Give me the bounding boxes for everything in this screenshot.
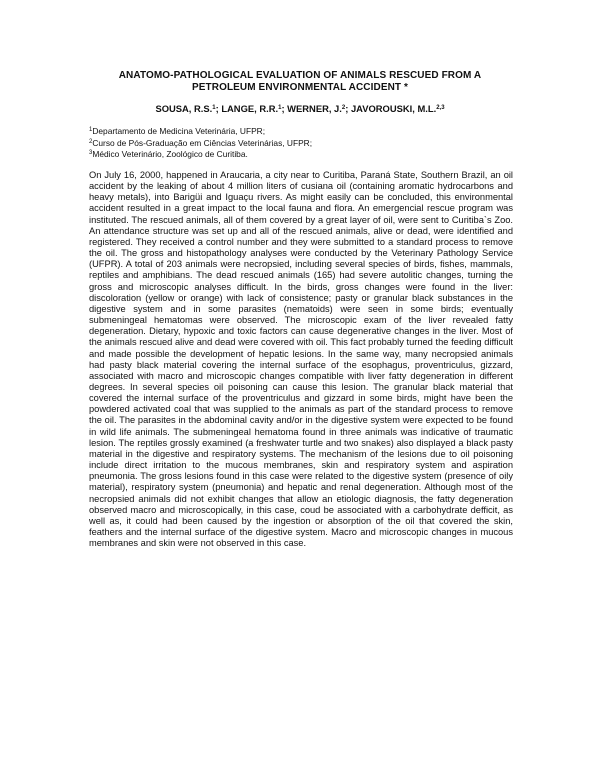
author-separator: ; bbox=[345, 103, 351, 114]
affiliation-mark: 3 bbox=[89, 150, 93, 157]
abstract-body: On July 16, 2000, happened in Araucaria, a city near to Curitiba, Paraná State, Southern Brazil, an oil accident by the leaking of about 4 million liters of cusiana oil (containing aromatic hydrocarbons and heavy metals), into Barigüi and Iguaçu rivers. As might easily can be concluded, this environmental accident resulted in a great impact to the local fauna and flora. An emergencial rescue program was instituted. The rescued animals, all of them covered by a great layer of oil, were sent to Curitiba`s Zoo. An attendance structure was set up and all of the rescued animals, alive or dead, were identified and registered. They received a control number and they were submitted to a standard process to remove the oil. The gross and histopathology analyses were conducted by the Veterinary Pathology Service (UFPR). A total of 203 animals were necropsied, including several species of birds, fishes, mammals, reptiles and amphibians. The dead rescued animals (165) had severe autolitic changes, turning the gross and microscopic analyses difficult. In the birds, gross changes were found in the liver: discoloration (yellow or orange) with lack of consistence; pasty or granular black substances in the digestive system and in some parasites (nematoids) were seen in some birds; eventually submeningeal hematomas were observed. The microscopic exam of the liver revealed fatty degeneration. Dietary, hypoxic and toxic factors can cause degenerative changes in the liver. Most of the animals rescued alive and dead were covered with oil. This fact probably turned the feeding difficult and made possible the development of hepatic lesions. In the same way, many necropsied animals had pasty black material covering the internal surface of the esophagus, proventriculus, gizzard, associated with macro and microscopic changes compatible with liver fatty degeneration in different degrees. In several species oil poisoning can cause this lesion. The granular black material that covered the internal surface of the proventriculus and gizzard in some birds, might have been the powdered activated coal that was supplied to the animals as part of the standard process to remove the oil. The parasites in the abdominal cavity and/or in the digestive system were expected to be found in wild life animals. The submeningeal hematoma found in three animals was indicative of traumatic lesion. The reptiles grossly examined (a freshwater turtle and two snakes) also displayed a black pasty material in the digestive and respiratory systems. The mechanism of the lesions due to oil poisoning include direct irritation to the mucous membranes, skin and respiratory system and aspiration pneumonia. The gross lesions found in this case were related to the digestive system (presence of oily material), respiratory system (pneumonia) and hepatic and renal degeneration. Although most of the necropsied animals did not exhibit changes that allow an etiologic diagnosis, the fatty degeneration observed macro and microscopically, in this case, coud be associated with a carbohydrate defficit, as well as, it could had been caused by the ingestion or absorption of the oil that covered the skin, feathers and the internal surface of the digestive system. Macro and microscopic changes in mucous membranes and skin were not observed in this case. bbox=[89, 170, 513, 549]
paper-title bbox=[60, 70, 540, 94]
affiliation-item bbox=[89, 138, 312, 150]
title-line-1: ANATOMO-PATHOLOGICAL EVALUATION OF ANIMALS RESCUED FROM A bbox=[118, 70, 482, 81]
author-affiliation-mark: 2 bbox=[341, 105, 346, 111]
author-separator: ; bbox=[281, 103, 288, 114]
affiliation-item bbox=[89, 126, 312, 138]
affiliation-item bbox=[89, 149, 312, 161]
author-name: SOUSA, R.S. bbox=[155, 103, 213, 114]
author-list bbox=[60, 103, 540, 115]
author-affiliation-mark: 2,3 bbox=[436, 105, 445, 111]
author-name: JAVOROUSKI, M.L. bbox=[350, 103, 437, 114]
affiliation-mark: 2 bbox=[89, 138, 93, 145]
author-affiliation-mark: 1 bbox=[278, 105, 282, 111]
affiliation-mark: 1 bbox=[89, 127, 93, 133]
author-separator: ; bbox=[215, 103, 222, 114]
affiliation-text: Curso de Pós-Graduação em Ciências Veterinárias, UFPR; bbox=[92, 137, 313, 148]
author-name: WERNER, J. bbox=[287, 103, 342, 114]
author-affiliation-mark: 1 bbox=[212, 105, 216, 111]
title-line-2: PETROLEUM ENVIRONMENTAL ACCIDENT * bbox=[192, 82, 408, 93]
author-name: LANGE, R.R. bbox=[221, 103, 279, 114]
affiliation-list bbox=[89, 126, 312, 161]
affiliation-text: Médico Veterinário, Zoológico de Curitiba. bbox=[92, 149, 248, 160]
affiliation-text: Departamento de Medicina Veterinária, UFPR; bbox=[92, 126, 266, 136]
